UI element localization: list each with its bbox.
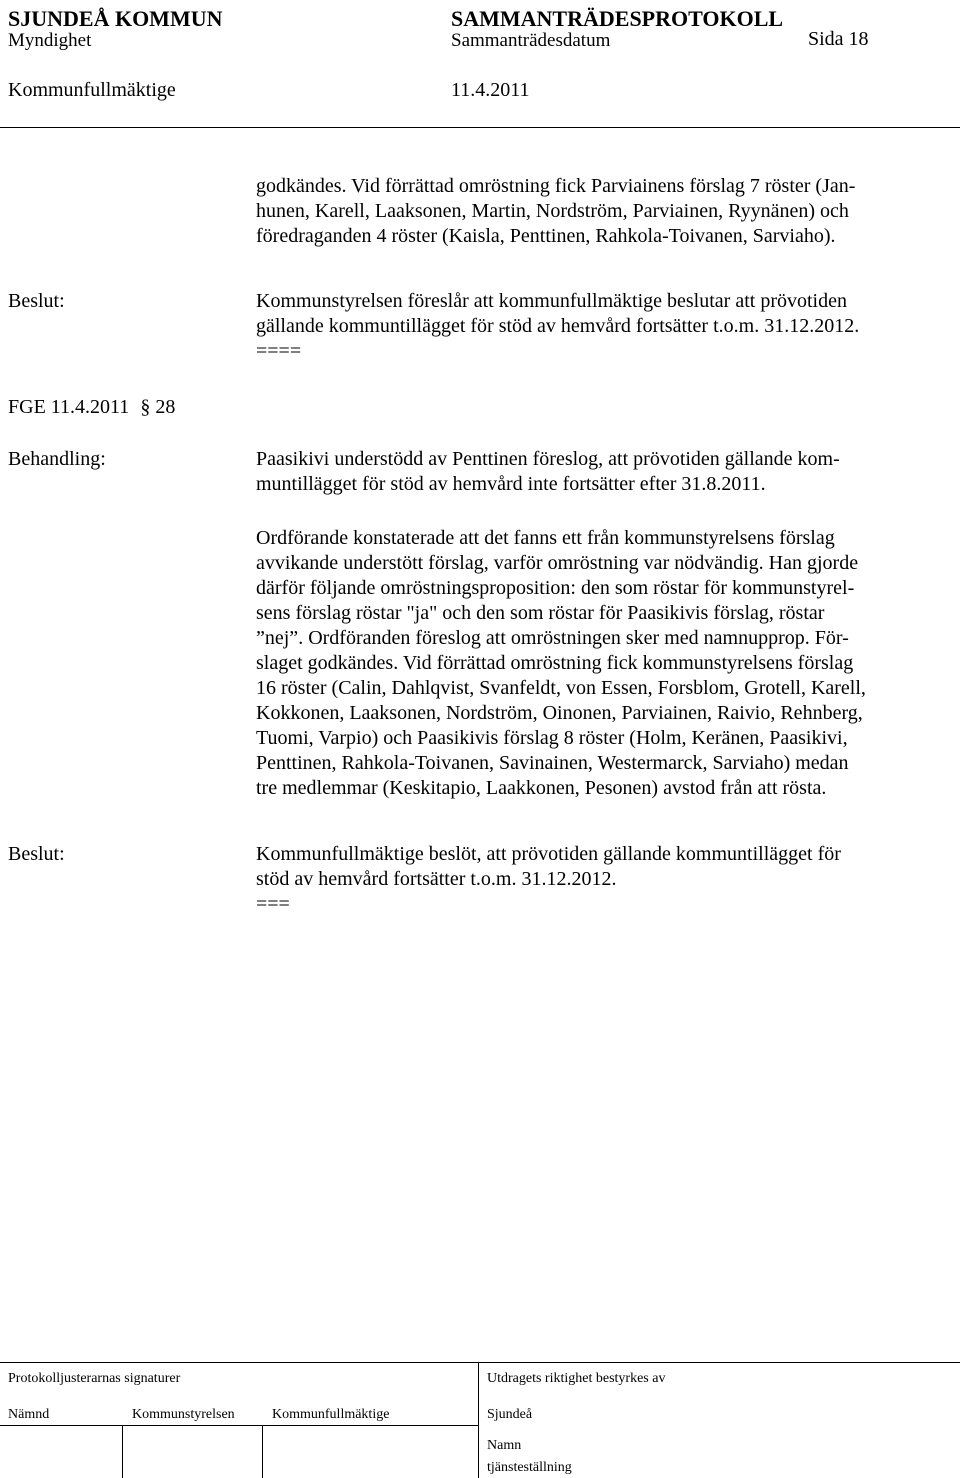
handling-label: Behandling: [8, 448, 106, 470]
text-line: Kommunstyrelsen föreslår att kommunfullmäktige beslutar att prövotiden [256, 290, 847, 312]
section-number: 28 [155, 396, 176, 418]
text-line: Penttinen, Rahkola-Toivanen, Savinainen, Westermarck, Sarviaho) medan [256, 752, 849, 774]
certified-label: Utdragets riktighet bestyrkes av [487, 1371, 666, 1386]
page-number: Sida 18 [808, 28, 869, 50]
text-line: ”nej”. Ordföranden föreslog att omröstningen sker med namnupprop. För- [256, 627, 849, 649]
signature-cell-divider-2 [262, 1425, 263, 1478]
text-line: muntillägget för stöd av hemvård inte fortsätter efter 31.8.2011. [256, 473, 766, 495]
signature-cell-divider-1 [122, 1425, 123, 1478]
text-line: Tuomi, Varpio) och Paasikivis förslag 8 röster (Holm, Keränen, Paasikivi, [256, 727, 848, 749]
decision-label: Beslut: [8, 843, 65, 865]
continuation-paragraph [256, 174, 855, 249]
footer-name-board: Nämnd [8, 1407, 50, 1422]
header-divider [0, 127, 960, 128]
document-type: SAMMANTRÄDESPROTOKOLL [451, 6, 784, 31]
date-label: Sammanträdesdatum [451, 30, 611, 51]
footer-municipality: Sjundeå [487, 1407, 533, 1422]
proposal-text [256, 289, 859, 364]
footer-name-label: Namn [487, 1438, 522, 1453]
decision-text [256, 842, 841, 917]
text-line: === [256, 893, 290, 915]
section-sign: § [140, 396, 151, 418]
footer-divider-top [0, 1362, 960, 1363]
authority-name: Kommunfullmäktige [8, 79, 176, 101]
section-heading [8, 395, 175, 420]
text-line: Ordförande konstaterade att det fanns ett från kommunstyrelsens förslag [256, 527, 835, 549]
text-line: godkändes. Vid förrättad omröstning fick Parviainens förslag 7 röster (Jan- [256, 175, 856, 197]
authority-label: Myndighet [8, 30, 92, 51]
signatures-label: Protokolljusterarnas signaturer [8, 1371, 181, 1386]
text-line: 16 röster (Calin, Dahlqvist, Svanfeldt, von Essen, Forsblom, Grotell, Karell, [256, 677, 866, 699]
text-line: föredraganden 4 röster (Kaisla, Penttinen, Rahkola-Toivanen, Sarviaho). [256, 225, 836, 247]
text-line: Kokkonen, Laaksonen, Nordström, Oinonen, Parviainen, Raivio, Rehnberg, [256, 702, 863, 724]
text-line: sens förslag röstar "ja" och den som röstar för Paasikivis förslag, röstar [256, 602, 825, 624]
footer-divider-left [0, 1425, 478, 1426]
text-line: ==== [256, 340, 302, 362]
handling-paragraph-2 [256, 526, 866, 801]
footer-center-divider [478, 1362, 479, 1478]
text-line: därför följande omröstningsproposition: den som röstar för kommunstyrel- [256, 577, 855, 599]
footer-name-council: Kommunfullmäktige [272, 1407, 390, 1422]
meeting-date: 11.4.2011 [451, 79, 530, 101]
section-reference: FGE 11.4.2011 [8, 396, 130, 418]
footer-name-executive: Kommunstyrelsen [132, 1407, 235, 1422]
text-line: hunen, Karell, Laaksonen, Martin, Nordström, Parviainen, Ryynänen) och [256, 200, 849, 222]
text-line: Paasikivi understödd av Penttinen föreslog, att prövotiden gällande kom- [256, 448, 840, 470]
text-line: tre medlemmar (Keskitapio, Laakkonen, Pesonen) avstod från att rösta. [256, 777, 827, 799]
handling-paragraph-1 [256, 447, 840, 497]
footer-position-label: tjänsteställning [487, 1460, 572, 1475]
text-line: gällande kommuntillägget för stöd av hemvård fortsätter t.o.m. 31.12.2012. [256, 315, 860, 337]
text-line: avvikande understött förslag, varför omröstning var nödvändig. Han gjorde [256, 552, 859, 574]
text-line: stöd av hemvård fortsätter t.o.m. 31.12.2012. [256, 868, 617, 890]
proposal-label: Beslut: [8, 290, 65, 312]
text-line: Kommunfullmäktige beslöt, att prövotiden gällande kommuntillägget för [256, 843, 841, 865]
text-line: slaget godkändes. Vid förrättad omröstning fick kommunstyrelsens förslag [256, 652, 854, 674]
municipality-name: SJUNDEÅ KOMMUN [8, 6, 223, 31]
